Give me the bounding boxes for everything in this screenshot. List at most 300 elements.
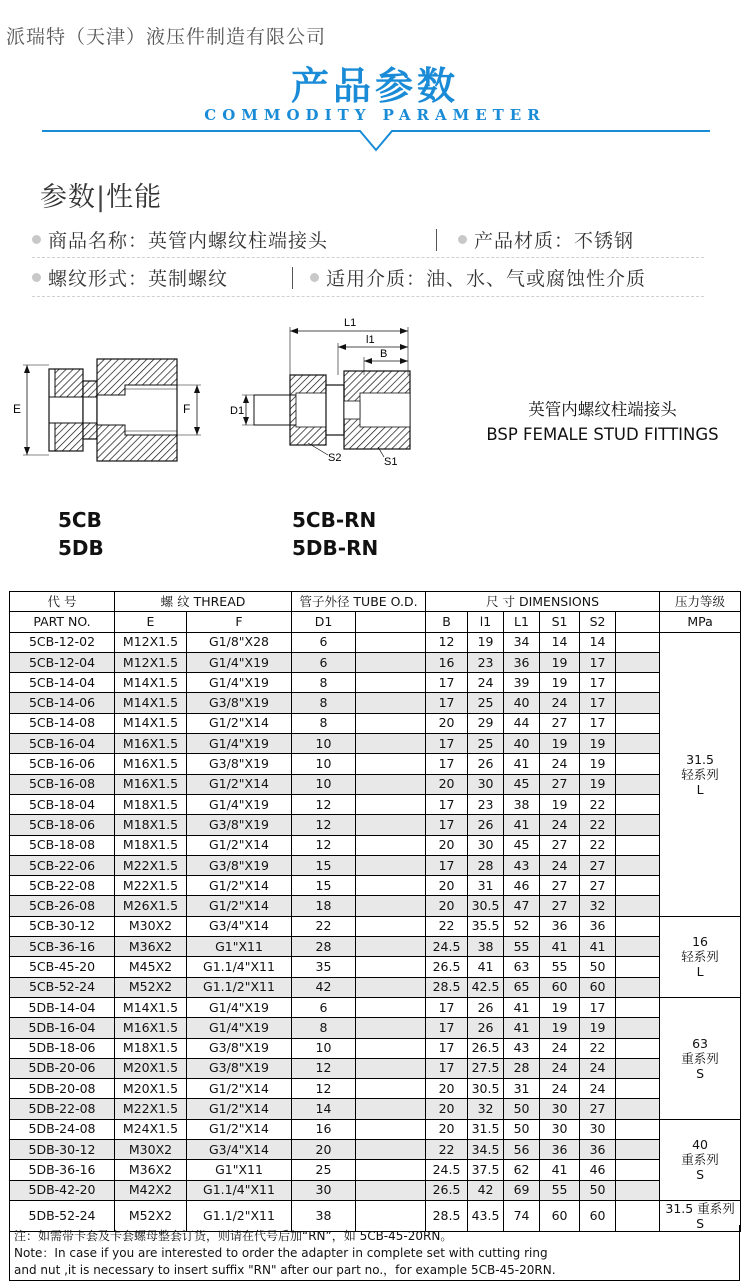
cell-part-no: 5CB-12-02: [10, 632, 115, 652]
cell-S1: 24: [540, 1038, 580, 1058]
spec-media: [310, 264, 646, 291]
table-row: [10, 1099, 741, 1119]
spec-thread-type: [32, 264, 228, 291]
cell-L1: 36: [504, 652, 540, 672]
cell-S1: 24: [540, 693, 580, 713]
cell-blank: [616, 794, 660, 814]
cell-l1: 26: [468, 754, 504, 774]
cell-D1: 8: [292, 673, 356, 693]
cell-blank: [616, 713, 660, 733]
header-dimensions: 尺 寸 DIMENSIONS: [426, 592, 660, 612]
cell-B: 20: [426, 713, 468, 733]
cell-F: G3/4"X14: [187, 1140, 292, 1160]
note-line: 注：如需带卡套及卡套螺母整套订货，则请在代号后加“RN”，如 5CB-45-20RN。: [14, 1229, 453, 1243]
model-labels-left: [58, 506, 104, 562]
cell-L1: 41: [504, 754, 540, 774]
cell-D1: 10: [292, 1038, 356, 1058]
table-row: [10, 1160, 741, 1180]
cell-F: G1/8"X28: [187, 632, 292, 652]
cell-S2: 22: [580, 815, 616, 835]
cell-E: M20X1.5: [115, 1058, 187, 1078]
table-body: [10, 592, 741, 1232]
pressure-line: L: [696, 964, 704, 980]
cell-blank: [356, 876, 426, 896]
cell-blank: [616, 632, 660, 652]
cell-D1: 12: [292, 794, 356, 814]
cell-blank: [616, 855, 660, 875]
cell-blank: [616, 1180, 660, 1200]
cell-part-no: 5CB-14-06: [10, 693, 115, 713]
cell-S2: 24: [580, 1079, 616, 1099]
order-note: [9, 1225, 740, 1281]
cell-B: 17: [426, 693, 468, 713]
cell-B: 17: [426, 734, 468, 754]
cell-E: M18X1.5: [115, 794, 187, 814]
cell-blank: [356, 794, 426, 814]
cell-blank: [616, 1018, 660, 1038]
cell-F: G1"X11: [187, 937, 292, 957]
cell-part-no: 5DB-14-04: [10, 997, 115, 1017]
cell-blank: [356, 977, 426, 997]
cell-S2: 30: [580, 1119, 616, 1139]
pressure-line: L: [696, 781, 704, 797]
cell-blank: [616, 937, 660, 957]
header-S1: S1: [540, 612, 580, 632]
cell-L1: 69: [504, 1180, 540, 1200]
cell-D1: 22: [292, 916, 356, 936]
header-blank: [616, 612, 660, 632]
cell-l1: 26: [468, 997, 504, 1017]
cell-E: M20X1.5: [115, 1079, 187, 1099]
cell-D1: 10: [292, 774, 356, 794]
cell-blank: [616, 896, 660, 916]
table-row: [10, 815, 741, 835]
cell-blank: [616, 957, 660, 977]
cell-S2: 50: [580, 1180, 616, 1200]
table-row: [10, 896, 741, 916]
cell-L1: 46: [504, 876, 540, 896]
cell-l1: 26: [468, 815, 504, 835]
cell-E: M16X1.5: [115, 754, 187, 774]
cell-E: M12X1.5: [115, 652, 187, 672]
cell-S1: 60: [540, 977, 580, 997]
cell-F: G1"X11: [187, 1160, 292, 1180]
cell-D1: 8: [292, 713, 356, 733]
cell-part-no: 5CB-45-20: [10, 957, 115, 977]
cell-F: G1/4"X19: [187, 1018, 292, 1038]
pressure-line: 31.5 重系列 S: [665, 1200, 735, 1231]
cell-l1: 37.5: [468, 1160, 504, 1180]
pressure-line: S: [696, 1167, 705, 1183]
label-B: B: [380, 348, 388, 360]
table-row: [10, 977, 741, 997]
cell-S2: 17: [580, 673, 616, 693]
cell-S2: 19: [580, 774, 616, 794]
cell-blank: [356, 937, 426, 957]
cell-S2: 46: [580, 1160, 616, 1180]
cell-F: G1/2"X14: [187, 774, 292, 794]
label-S1: S1: [384, 456, 398, 468]
cell-blank: [356, 815, 426, 835]
cell-S2: 17: [580, 713, 616, 733]
section-title-b: 性能: [106, 182, 163, 213]
cell-S1: 27: [540, 876, 580, 896]
cell-S2: 27: [580, 855, 616, 875]
cell-part-no: 5CB-18-08: [10, 835, 115, 855]
header-pressure: 压力等级: [660, 592, 741, 612]
cell-S1: 36: [540, 916, 580, 936]
cell-L1: 40: [504, 734, 540, 754]
cell-F: G3/8"X19: [187, 693, 292, 713]
cell-part-no: 5DB-42-20: [10, 1180, 115, 1200]
section-title-bar: |: [96, 182, 107, 213]
cell-S2: 60: [580, 977, 616, 997]
label-D1: D1: [230, 405, 245, 417]
cell-S2: 17: [580, 693, 616, 713]
cell-B: 17: [426, 794, 468, 814]
header-S2: S2: [580, 612, 616, 632]
cell-E: M30X2: [115, 916, 187, 936]
cell-E: M24X1.5: [115, 1119, 187, 1139]
cell-F: G1/2"X14: [187, 835, 292, 855]
header-code: 代 号: [10, 592, 115, 612]
cell-E: M14X1.5: [115, 673, 187, 693]
cell-l1: 31.5: [468, 1119, 504, 1139]
table-row: [10, 794, 741, 814]
cell-B: 24.5: [426, 937, 468, 957]
table-row: [10, 673, 741, 693]
cell-B: 17: [426, 815, 468, 835]
cell-blank: [616, 1079, 660, 1099]
cell-l1: 23: [468, 652, 504, 672]
cell-E: M18X1.5: [115, 835, 187, 855]
cell-blank: [356, 754, 426, 774]
cell-F: G1.1/4"X11: [187, 957, 292, 977]
model-labels-right: [292, 506, 378, 562]
cell-D1: 8: [292, 693, 356, 713]
table-row: [10, 835, 741, 855]
cell-E: M36X2: [115, 937, 187, 957]
cell-D1: 10: [292, 754, 356, 774]
cell-S2: 14: [580, 632, 616, 652]
cell-D1: 6: [292, 652, 356, 672]
cell-L1: 50: [504, 1119, 540, 1139]
parameter-table: [9, 591, 741, 1232]
cell-part-no: 5CB-16-06: [10, 754, 115, 774]
spec-separator: [292, 267, 293, 289]
cell-l1: 30: [468, 835, 504, 855]
cell-L1: 41: [504, 997, 540, 1017]
table-row: [10, 1079, 741, 1099]
cell-S1: 19: [540, 794, 580, 814]
cell-L1: 47: [504, 896, 540, 916]
cell-part-no: 5DB-52-24: [10, 1200, 115, 1231]
header-blank: [356, 612, 426, 632]
cell-B: 20: [426, 896, 468, 916]
cell-l1: 23: [468, 794, 504, 814]
cell-S1: 24: [540, 815, 580, 835]
cell-blank: [616, 734, 660, 754]
cell-B: 20: [426, 835, 468, 855]
cell-part-no: 5CB-22-08: [10, 876, 115, 896]
cell-B: 20: [426, 1079, 468, 1099]
cell-E: M18X1.5: [115, 815, 187, 835]
cell-S1: 27: [540, 774, 580, 794]
cell-blank: [356, 1018, 426, 1038]
cell-l1: 30.5: [468, 896, 504, 916]
cell-B: 17: [426, 1038, 468, 1058]
cell-part-no: 5DB-16-04: [10, 1018, 115, 1038]
cell-B: 12: [426, 632, 468, 652]
cell-blank: [616, 693, 660, 713]
cell-D1: 15: [292, 855, 356, 875]
cell-S2: 24: [580, 1058, 616, 1078]
cell-L1: 55: [504, 937, 540, 957]
cell-blank: [356, 1058, 426, 1078]
cell-S1: 19: [540, 734, 580, 754]
cell-blank: [616, 673, 660, 693]
table-row: [10, 1140, 741, 1160]
product-name-block: [470, 397, 735, 447]
table-row: [10, 916, 741, 936]
cell-blank: [616, 1038, 660, 1058]
cell-D1: 30: [292, 1180, 356, 1200]
model-label: 5CB: [58, 508, 102, 532]
model-label: 5DB-RN: [292, 536, 379, 560]
spec-label: 产品材质：: [474, 230, 575, 252]
cell-S1: 24: [540, 1058, 580, 1078]
cell-L1: 43: [504, 855, 540, 875]
cell-part-no: 5CB-52-24: [10, 977, 115, 997]
cell-blank: [356, 835, 426, 855]
pressure-line: S: [696, 1065, 705, 1081]
cell-E: M12X1.5: [115, 632, 187, 652]
cell-B: 20: [426, 774, 468, 794]
cell-S1: 19: [540, 673, 580, 693]
cell-L1: 65: [504, 977, 540, 997]
cell-L1: 39: [504, 673, 540, 693]
pressure-line: 31.5: [686, 751, 714, 767]
cell-blank: [356, 774, 426, 794]
cell-F: G1/4"X19: [187, 652, 292, 672]
cell-E: M22X1.5: [115, 855, 187, 875]
cell-l1: 30.5: [468, 1079, 504, 1099]
cell-S2: 27: [580, 1099, 616, 1119]
cell-F: G1.1/2"X11: [187, 1200, 292, 1231]
cell-E: M16X1.5: [115, 734, 187, 754]
pressure-line: 重系列: [681, 1050, 719, 1066]
cell-blank: [616, 876, 660, 896]
cell-E: M14X1.5: [115, 997, 187, 1017]
bullet-icon: [310, 273, 319, 282]
cell-S2: 19: [580, 734, 616, 754]
table-row: [10, 652, 741, 672]
cell-L1: 28: [504, 1058, 540, 1078]
cell-pressure: [660, 997, 741, 1119]
cell-L1: 62: [504, 1160, 540, 1180]
cell-F: G1/4"X19: [187, 734, 292, 754]
cell-pressure: [660, 1119, 741, 1200]
cell-l1: 19: [468, 632, 504, 652]
table-row: [10, 937, 741, 957]
header-tube: 管子外径 TUBE O.D.: [292, 592, 426, 612]
cell-blank: [616, 977, 660, 997]
cell-S1: 19: [540, 997, 580, 1017]
cell-blank: [356, 916, 426, 936]
cell-B: 28.5: [426, 977, 468, 997]
cell-S2: 36: [580, 1140, 616, 1160]
cell-blank: [616, 815, 660, 835]
header-L1: L1: [504, 612, 540, 632]
header-B: B: [426, 612, 468, 632]
pressure-line: 轻系列: [681, 766, 719, 782]
header-divider: [42, 130, 710, 156]
table-header-row: [10, 592, 741, 612]
cell-B: 17: [426, 1018, 468, 1038]
cell-F: G3/8"X19: [187, 855, 292, 875]
cell-L1: 74: [504, 1200, 540, 1231]
spec-label: 螺纹形式：: [48, 268, 149, 290]
cell-S1: 24: [540, 855, 580, 875]
spec-product-name: [32, 226, 328, 253]
cell-blank: [616, 754, 660, 774]
cell-l1: 38: [468, 937, 504, 957]
cell-S2: 17: [580, 997, 616, 1017]
cell-S2: 60: [580, 1200, 616, 1231]
table-row: [10, 1180, 741, 1200]
cell-l1: 32: [468, 1099, 504, 1119]
cell-part-no: 5CB-18-06: [10, 815, 115, 835]
cell-l1: 29: [468, 713, 504, 733]
product-name-en: BSP FEMALE STUD FITTINGS: [486, 425, 719, 444]
cell-B: 17: [426, 673, 468, 693]
cell-blank: [616, 1160, 660, 1180]
cell-l1: 31: [468, 876, 504, 896]
cell-blank: [356, 713, 426, 733]
cell-E: M36X2: [115, 1160, 187, 1180]
cell-E: M14X1.5: [115, 693, 187, 713]
spec-separator: [436, 229, 437, 251]
cell-F: G1/2"X14: [187, 713, 292, 733]
cell-E: M26X1.5: [115, 896, 187, 916]
cell-l1: 35.5: [468, 916, 504, 936]
cell-part-no: 5DB-36-16: [10, 1160, 115, 1180]
cell-S2: 22: [580, 1038, 616, 1058]
bullet-icon: [458, 235, 467, 244]
label-E: E: [13, 402, 22, 416]
cell-D1: 8: [292, 1018, 356, 1038]
table-row: [10, 754, 741, 774]
cell-part-no: 5DB-30-12: [10, 1140, 115, 1160]
cell-F: G1/2"X14: [187, 1119, 292, 1139]
cell-E: M30X2: [115, 1140, 187, 1160]
cell-L1: 56: [504, 1140, 540, 1160]
header-l1: l1: [468, 612, 504, 632]
spec-value: 英制螺纹: [148, 268, 229, 290]
cell-L1: 40: [504, 693, 540, 713]
cell-l1: 24: [468, 673, 504, 693]
cell-F: G1/4"X19: [187, 997, 292, 1017]
cell-part-no: 5DB-20-08: [10, 1079, 115, 1099]
spec-divider: [32, 296, 704, 297]
cell-part-no: 5CB-14-08: [10, 713, 115, 733]
cell-D1: 38: [292, 1200, 356, 1231]
cell-E: M18X1.5: [115, 1038, 187, 1058]
label-F: F: [183, 402, 191, 416]
spec-label: 商品名称：: [48, 230, 149, 252]
table-row: [10, 1119, 741, 1139]
label-S2: S2: [328, 452, 342, 464]
cell-S1: 30: [540, 1099, 580, 1119]
cell-blank: [356, 957, 426, 977]
cell-D1: 15: [292, 876, 356, 896]
model-label: 5CB-RN: [292, 508, 377, 532]
cell-S2: 41: [580, 937, 616, 957]
table-row: [10, 774, 741, 794]
cell-S1: 30: [540, 1119, 580, 1139]
cell-S1: 14: [540, 632, 580, 652]
cell-E: M22X1.5: [115, 876, 187, 896]
cell-L1: 63: [504, 957, 540, 977]
section-title-a: 参数: [40, 182, 96, 213]
cell-S1: 24: [540, 1079, 580, 1099]
cell-S1: 55: [540, 1180, 580, 1200]
cell-D1: 6: [292, 632, 356, 652]
header-part-no: PART NO.: [10, 612, 115, 632]
cell-S1: 19: [540, 652, 580, 672]
cell-l1: 28: [468, 855, 504, 875]
cell-F: G1/2"X14: [187, 1079, 292, 1099]
cell-l1: 34.5: [468, 1140, 504, 1160]
cell-blank: [356, 855, 426, 875]
cell-B: 26.5: [426, 957, 468, 977]
header-F: F: [187, 612, 292, 632]
cell-E: M22X1.5: [115, 1099, 187, 1119]
cell-blank: [356, 734, 426, 754]
cell-B: 17: [426, 754, 468, 774]
table-row: [10, 957, 741, 977]
cell-part-no: 5DB-24-08: [10, 1119, 115, 1139]
section-title: [40, 175, 162, 214]
cell-D1: 12: [292, 835, 356, 855]
cell-D1: 16: [292, 1119, 356, 1139]
cell-l1: 27.5: [468, 1058, 504, 1078]
cell-part-no: 5CB-18-04: [10, 794, 115, 814]
note-line: and nut ,it is necessary to insert suffix "RN" after our part no.，for example 5CB-45-20RN.: [14, 1263, 556, 1277]
cell-E: M52X2: [115, 1200, 187, 1231]
cell-part-no: 5CB-36-16: [10, 937, 115, 957]
cell-B: 20: [426, 1119, 468, 1139]
cell-D1: 35: [292, 957, 356, 977]
cell-pressure: [660, 916, 741, 997]
cell-part-no: 5CB-14-04: [10, 673, 115, 693]
cell-l1: 26: [468, 1018, 504, 1038]
cell-blank: [356, 1038, 426, 1058]
cell-part-no: 5CB-22-06: [10, 855, 115, 875]
cell-B: 28.5: [426, 1200, 468, 1231]
cell-blank: [356, 673, 426, 693]
cell-F: G3/4"X14: [187, 916, 292, 936]
cell-blank: [616, 774, 660, 794]
cell-S2: 50: [580, 957, 616, 977]
cell-part-no: 5CB-26-08: [10, 896, 115, 916]
fitting-drawing-right: [228, 315, 428, 475]
page-title: 产品参数: [290, 64, 459, 108]
header-mpa: MPa: [660, 612, 741, 632]
cell-blank: [616, 1140, 660, 1160]
cell-L1: 43: [504, 1038, 540, 1058]
cell-D1: 12: [292, 1079, 356, 1099]
